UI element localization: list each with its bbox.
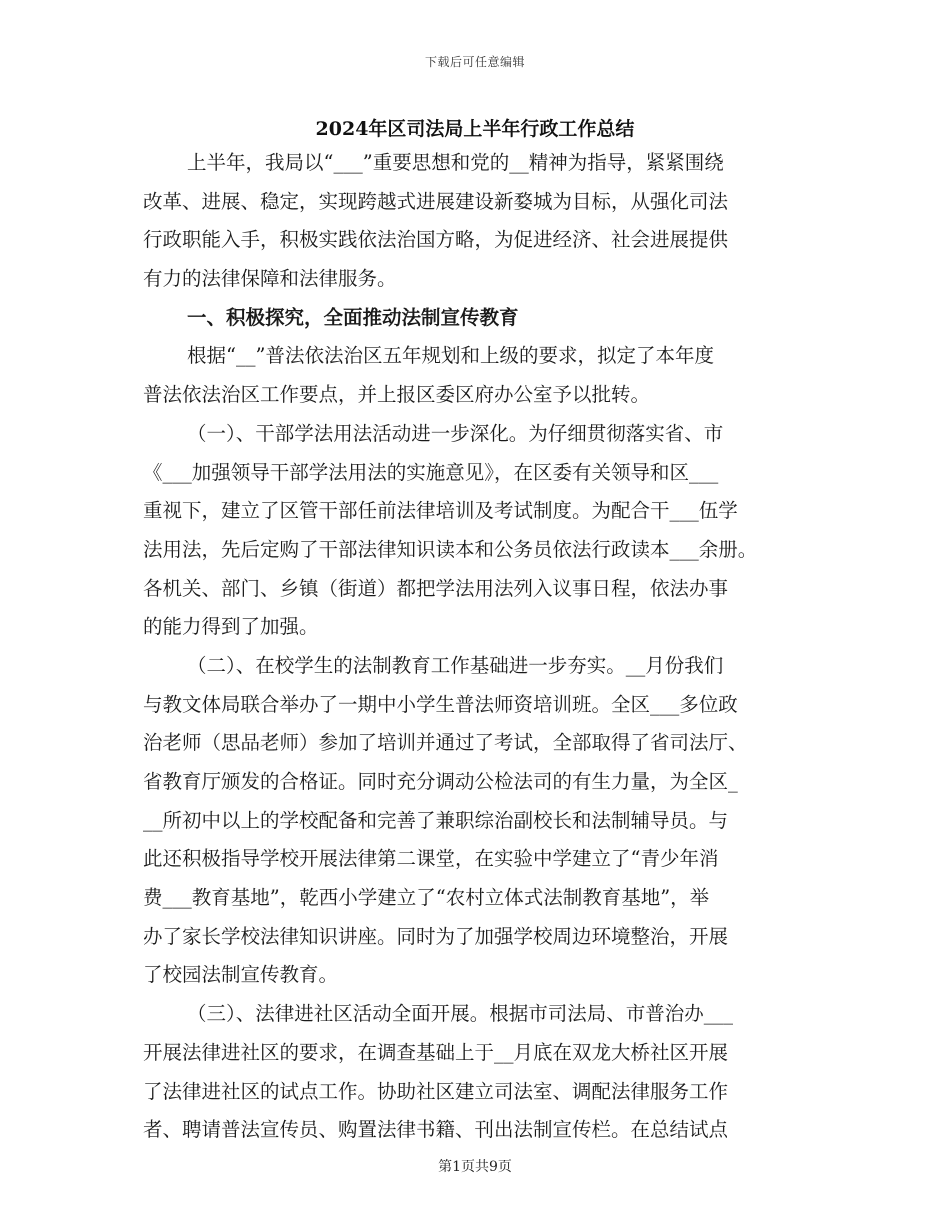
paragraph-line: 行政职能入手，积极实践依法治国方略，为促进经济、社会进展提供 <box>143 228 729 252</box>
paragraph-line: 与教文体局联合举办了一期中小学生普法师资培训班。全区___多位政 <box>143 692 738 716</box>
paragraph-line: 此还积极指导学校开展法律第二课堂，在实验中学建立了“青少年消 <box>143 847 719 871</box>
paragraph-line: 费___教育基地”，乾西小学建立了“农村立体式法制教育基地”，举 <box>143 886 710 910</box>
paragraph-line: 各机关、部门、乡镇（街道）都把学法用法列入议事日程，依法办事 <box>143 576 729 600</box>
paragraph-line: 根据“__”普法依法治区五年规划和上级的要求，拟定了本年度 <box>187 344 714 368</box>
paragraph-line: （二）、在校学生的法制教育工作基础进一步夯实。__月份我们 <box>187 653 724 677</box>
paragraph-line: 普法依法治区工作要点，并上报区委区府办公室予以批转。 <box>143 383 651 407</box>
paragraph-line: （三）、法律进社区活动全面开展。根据市司法局、市普治办___ <box>187 1002 734 1026</box>
paragraph-line: 重视下，建立了区管干部任前法律培训及考试制度。为配合干___伍学 <box>143 499 738 523</box>
paragraph-line: __所初中以上的学校配备和完善了兼职综治副校长和法制辅导员。与 <box>143 808 729 832</box>
paragraph-line: 者、聘请普法宣传员、购置法律书籍、刊出法制宣传栏。在总结试点 <box>143 1118 729 1142</box>
paragraph-line: 的能力得到了加强。 <box>143 615 319 639</box>
section-heading: 一、积极探究，全面推动法制宣传教育 <box>187 305 519 329</box>
header-note: 下载后可任意编辑 <box>424 55 525 69</box>
paragraph-line: （一）、干部学法用法活动进一步深化。为仔细贯彻落实省、市 <box>187 421 724 445</box>
paragraph-line: 了校园法制宣传教育。 <box>143 963 339 987</box>
paragraph-line: 省教育厅颁发的合格证。同时充分调动公检法司的有生力量，为全区_ <box>143 770 738 793</box>
document-title: 2024年区司法局上半年行政工作总结 <box>315 118 635 140</box>
paragraph-line: 上半年，我局以“___”重要思想和党的__精神为指导，紧紧围绕 <box>187 151 724 174</box>
paragraph-line: 有力的法律保障和法律服务。 <box>143 267 397 291</box>
paragraph-line: 治老师（思品老师）参加了培训并通过了考试，全部取得了省司法厅、 <box>143 731 748 755</box>
paragraph-line: 《___加强领导干部学法用法的实施意见》，在区委有关领导和区___ <box>143 460 719 484</box>
document-body <box>143 144 819 1150</box>
paragraph-line: 改革、进展、稳定，实现跨越式进展建设新婺城为目标，从强化司法 <box>143 189 729 213</box>
page-number: 第1页共9页 <box>438 1159 512 1175</box>
paragraph-line: 法用法，先后定购了干部法律知识读本和公务员依法行政读本___余册。 <box>143 537 758 561</box>
paragraph-line: 办了家长学校法律知识讲座。同时为了加强学校周边环境整治，开展 <box>143 924 729 948</box>
paragraph-line: 了法律进社区的试点工作。协助社区建立司法室、调配法律服务工作 <box>143 1079 729 1103</box>
paragraph-line: 开展法律进社区的要求，在调查基础上于__月底在双龙大桥社区开展 <box>143 1040 729 1064</box>
